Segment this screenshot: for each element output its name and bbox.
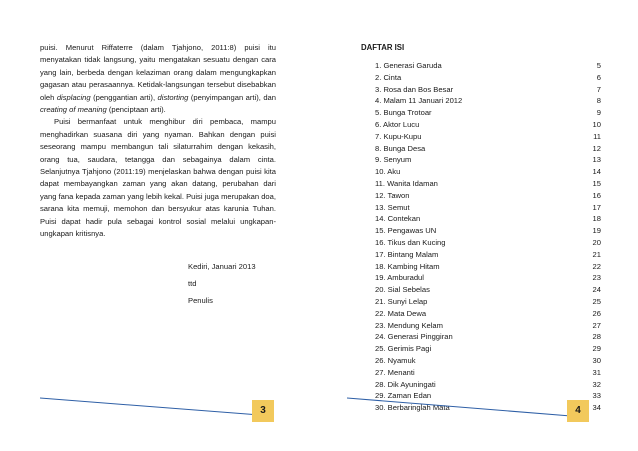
toc-item-label: 21. Sunyi Lelap	[375, 296, 428, 306]
toc-item-page: 33	[592, 391, 601, 401]
toc-item	[375, 272, 601, 284]
toc-item-label: 28. Dik Ayuningati	[375, 379, 436, 389]
toc-item-label: 13. Semut	[375, 202, 410, 212]
toc-item-label: 26. Nyamuk	[375, 355, 416, 365]
toc-item-label: 30. Berbaringlah Mata	[375, 403, 450, 413]
toc-item-page: 34	[592, 403, 601, 413]
toc-item-page: 17	[592, 202, 601, 212]
toc-item-label: 25. Gerimis Pagi	[375, 344, 432, 354]
toc-item-page: 11	[593, 131, 601, 141]
toc-item-page: 22	[592, 261, 601, 271]
toc-item-page: 18	[592, 214, 601, 224]
toc-item-page: 26	[592, 308, 601, 318]
toc-item	[375, 261, 601, 273]
toc-item-label: 10. Aku	[375, 167, 401, 177]
paragraph-2: Puisi bermanfaat untuk menghibur diri pembaca, mampu menghadirkan suasana diri yang nyaman. Bahkan dengan puisi seseorang mampu membangun tali silaturrahim dengan kekasih, orang tua, saudara, tetangga dan sebagainya dalam cinta. Selanjutnya Tjahjono (2011:19) menjelaskan bahwa dengan puisi kita dapat membayangkan zaman yang akan datang, perubahan dari yang fana kepada zaman yang lebih kekal. Puisi juga merupakan doa, sarana kita memuji, memohon dan bersyukur atas karunia Tuhan. Puisi dapat hadir pula sebagai kontrol sosial melalui ungkapan-ungkapan kritisnya.	[40, 117, 276, 239]
toc-item-page: 20	[592, 237, 601, 247]
footer-line	[40, 396, 272, 418]
toc-item-page: 27	[592, 320, 601, 330]
toc-item-label: 15. Pengawas UN	[375, 226, 437, 236]
page-number: 4	[567, 400, 589, 422]
toc-item	[375, 84, 601, 96]
toc-item-page: 29	[592, 344, 601, 354]
toc-item-label: 29. Zaman Edan	[375, 391, 432, 401]
footer-line	[347, 396, 571, 418]
toc-item-page: 31	[592, 367, 601, 377]
toc-item-page: 10	[592, 119, 601, 129]
toc-item	[375, 131, 601, 143]
signature-ttd: ttd	[188, 279, 197, 288]
toc-item	[375, 355, 601, 367]
right-page	[319, 0, 638, 451]
toc-item	[375, 331, 601, 343]
toc-item-page: 14	[592, 167, 601, 177]
toc-item	[375, 237, 601, 249]
toc-item	[375, 213, 601, 225]
toc-item-page: 30	[592, 355, 601, 365]
toc-item-page: 24	[592, 285, 601, 295]
toc-item-page: 25	[592, 296, 601, 306]
toc-item-label: 11. Wanita Idaman	[375, 178, 438, 188]
toc-item	[375, 284, 601, 296]
toc-item-label: 7. Kupu-Kupu	[375, 131, 422, 141]
toc-item	[375, 166, 601, 178]
toc-item-label: 19. Amburadul	[375, 273, 424, 283]
toc-item-label: 17. Bintang Malam	[375, 249, 439, 259]
body-text	[40, 42, 276, 241]
toc-item-label: 5. Bunga Trotoar	[375, 108, 432, 118]
signature-place-date: Kediri, Januari 2013	[188, 262, 256, 271]
toc-item	[375, 367, 601, 379]
toc-item-label: 27. Menanti	[375, 367, 415, 377]
toc-item-page: 7	[596, 84, 601, 94]
toc-item-label: 14. Contekan	[375, 214, 421, 224]
page-number: 3	[252, 400, 274, 422]
toc-item	[375, 343, 601, 355]
toc-item-label: 9. Senyum	[375, 155, 412, 165]
toc-item	[375, 119, 601, 131]
signature-author: Penulis	[188, 296, 213, 305]
toc-list	[375, 60, 601, 414]
toc-item-page: 16	[592, 190, 601, 200]
toc-item-page: 23	[592, 273, 601, 283]
toc-item-label: 18. Kambing Hitam	[375, 261, 440, 271]
toc-item	[375, 249, 601, 261]
toc-item-label: 6. Aktor Lucu	[375, 119, 420, 129]
paragraph-1: puisi. Menurut Riffaterre (dalam Tjahjono, 2011:8) puisi itu menyatakan tidak langsung, yaitu mengatakan sesuatu dengan cara yang lain, berbeda dengan kelaziman orang dalam mengungkapkan gagasan atau perasaannya. Ketidak-langsungan tersebut disebabkan oleh displacing (penggantian arti), distorting (penyimpangan arti), dan creating of meaning (penciptaan arti).	[40, 43, 276, 115]
toc-item-page: 21	[592, 249, 601, 259]
toc-item-label: 4. Malam 11 Januari 2012	[375, 96, 463, 106]
toc-item	[375, 95, 601, 107]
toc-item-label: 12. Tawon	[375, 190, 410, 200]
toc-item-label: 2. Cinta	[375, 72, 402, 82]
toc-item-page: 6	[596, 72, 601, 82]
toc-item-label: 22. Mata Dewa	[375, 308, 427, 318]
toc-item-label: 16. Tikus dan Kucing	[375, 237, 446, 247]
toc-item	[375, 190, 601, 202]
toc-item	[375, 107, 601, 119]
toc-item	[375, 320, 601, 332]
toc-item-label: 24. Generasi Pinggiran	[375, 332, 453, 342]
toc-item	[375, 296, 601, 308]
toc-item	[375, 202, 601, 214]
toc-item-label: 1. Generasi Garuda	[375, 61, 442, 70]
toc-item-label: 8. Bunga Desa	[375, 143, 426, 153]
toc-item-page: 32	[592, 379, 601, 389]
toc-item-page: 15	[592, 178, 601, 188]
toc-item-page: 19	[592, 226, 601, 236]
toc-item-page: 12	[592, 143, 601, 153]
toc-item-page: 5	[596, 61, 601, 70]
toc-item	[375, 178, 601, 190]
toc-item	[375, 72, 601, 84]
toc-title: DAFTAR ISI	[361, 43, 405, 52]
toc-item-page: 28	[592, 332, 601, 342]
toc-item-label: 20. Sial Sebelas	[375, 285, 430, 295]
toc-item-page: 13	[592, 155, 601, 165]
toc-item	[375, 225, 601, 237]
toc-item-label: 3. Rosa dan Bos Besar	[375, 84, 454, 94]
toc-item	[375, 143, 601, 155]
toc-item	[375, 60, 601, 72]
toc-item	[375, 308, 601, 320]
toc-item-page: 8	[596, 96, 601, 106]
toc-item-label: 23. Mendung Kelam	[375, 320, 443, 330]
toc-item	[375, 379, 601, 391]
toc-item	[375, 154, 601, 166]
toc-item-page: 9	[596, 108, 601, 118]
